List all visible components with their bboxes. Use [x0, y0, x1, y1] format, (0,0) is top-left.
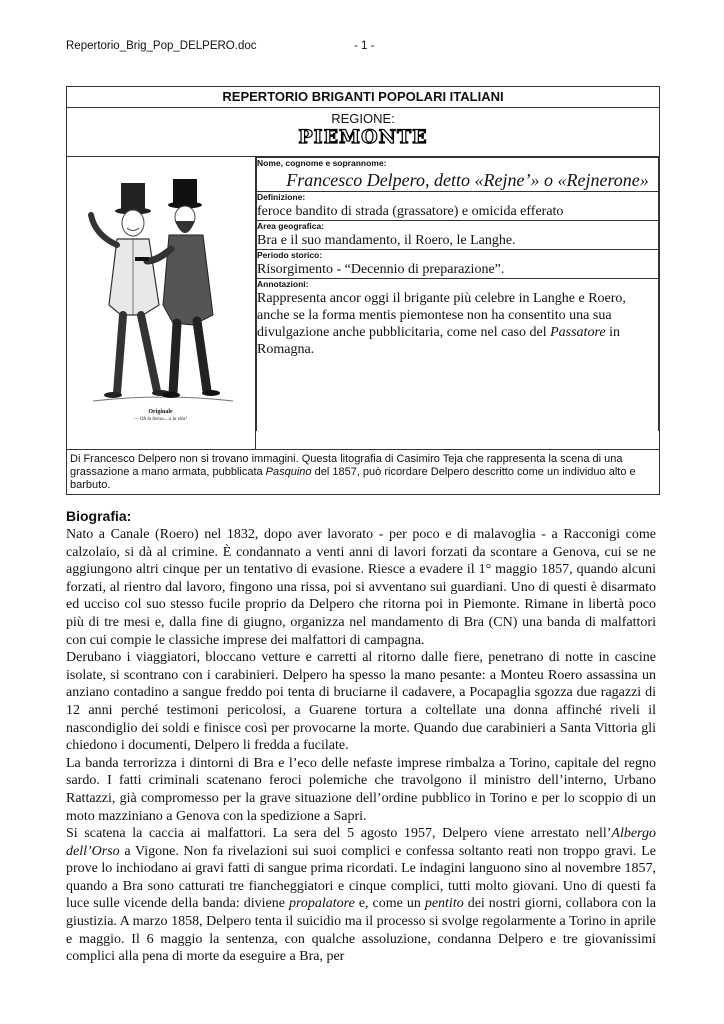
fields-cell [256, 157, 660, 450]
field-name [257, 158, 659, 192]
region-cell [67, 108, 660, 157]
field-label: Annotazioni: [257, 279, 309, 289]
table-title: REPERTORIO BRIGANTI POPOLARI ITALIANI [67, 87, 660, 108]
field-value: Risorgimento - “Decennio di preparazione”. [257, 262, 505, 277]
biography-text [66, 526, 656, 966]
region-name: PIEMONTE [298, 126, 428, 148]
field-definition [257, 192, 659, 221]
document-filename: Repertorio_Brig_Pop_DELPERO.doc [66, 40, 257, 52]
repertorio-table [66, 86, 660, 495]
field-area [257, 221, 659, 250]
page-header [66, 40, 375, 52]
lithograph-caption-text: — Oh la borsa... o la vita! [134, 417, 187, 422]
brigand-name: Francesco Delpero, detto «Rejne’» o «Rejnerone» [286, 170, 649, 190]
field-value: feroce bandito di strada (grassatore) e omicida efferato [257, 204, 564, 219]
fields-table [256, 157, 659, 431]
image-caption: Di Francesco Delpero non si trovano immagini. Questa litografia di Casimiro Teja che rappresenta la scena di una grassazione a mano armata, pubblicata Pasquino del 1857, può ricordare Delpero descritto come un individuo alto e barbuto. [67, 450, 660, 495]
biography-section [66, 508, 656, 966]
lithograph-illustration [73, 165, 248, 435]
page-number: - 1 - [354, 40, 375, 52]
field-label: Nome, cognome e soprannome: [257, 158, 387, 168]
annotations-text: Rappresenta ancor oggi il brigante più celebre in Langhe e Roero, anche se la forma mentis piemontese non ha consentito una sua divulgazione anche pubblicitaria, come nel caso del Passatore in Romagna. [257, 291, 626, 357]
biography-paragraph: La banda terrorizza i dintorni di Bra e l’eco delle nefaste imprese rimbalza a Torino, capitale del regno sardo. I fatti criminali scatenano feroci polemiche che travolgono il ministro dell’interno, Urbano Rattazzi, già compromesso per la grave situazione dell’ordine pubblico in Torino e per lo scoppio di un moto mazziniano a Genova con la spedizione a Sapri. [66, 755, 656, 824]
field-label: Definizione: [257, 192, 306, 202]
field-label: Periodo storico: [257, 250, 323, 260]
field-label: Area geografica: [257, 221, 325, 231]
lithograph-image [73, 165, 248, 435]
lithograph-cell [67, 157, 256, 450]
biography-title: Biografia: [66, 508, 132, 524]
field-period [257, 250, 659, 279]
field-annotations [257, 279, 659, 432]
biography-paragraph: Derubano i viaggiatori, bloccano vetture e carretti al ritorno dalle fiere, penetrano di notte in cascine isolate, si scontrano con i carabinieri. Delpero ha spesso la mano pesante: a Monteu Roero assassina un anziano contadino a sangue freddo poi tenta di bruciarne il cadavere, a Pocapaglia sgozza due ragazzi di 12 anni perché testimoni pericolosi, a Guarene tortura a coltellate una donna affinché riveli il nascondiglio dei soldi e finisce così per provocarne la morte. Quando due carabinieri a Santa Vittoria gli chiedono i documenti, Delpero li fredda a fucilate. [66, 650, 656, 754]
biography-paragraph: Nato a Canale (Roero) nel 1832, dopo aver lavorato - per poco e di malavoglia - a Racconigi come calzolaio, si dà al crimine. È condannato a venti anni di lavori forzati da scontare a Genova, cui se ne aggiungono altri cinque per un tentativo di evasione. Riesce a evadere il 1° maggio 1857, quando alcuni forzati, al rientro dal lavoro, fingono una rissa, poi si avventano sui guardiani. Uno di questi è disarmato ed ucciso col suo stesso fucile proprio da Delpero che ritorna poi in Piemonte. Rimane in libertà poco più di tre mesi e, dalla fine di giugno, organizza nel mandamento di Bra (CN) una banda di malfattori con cui compie le classiche imprese dei malfattori di campagna. [66, 527, 656, 648]
biography-paragraph: Si scatena la caccia ai malfattori. La sera del 5 agosto 1957, Delpero viene arrestato nell’Albergo dell’Orso a Vigone. Non fa rivelazioni sui suoi complici e confessa soltanto reati non troppo gravi. Le prove lo inchiodano ai gravi fatti di sangue prima ricordati. Le indagini languono sino al novembre 1857, quando a Bra sono catturati tre fiancheggiatori e cinque complici, tutti molto giovani. Uno di questi fa luce sulle vicende della banda: diviene propalatore e, come un pentito dei nostri giorni, collabora con la giustizia. A marzo 1858, Delpero tenta il suicidio ma il processo si svolge regolarmente a Torino in aprile e maggio. Il 6 maggio la sentenza, con qualche assoluzione, condanna Delpero e tre giovanissimi complici alla pena di morte da eseguire a Bra, per [66, 826, 656, 965]
lithograph-caption-title: Originale [148, 409, 173, 415]
region-label: REGIONE: [331, 111, 395, 126]
field-value: Bra e il suo mandamento, il Roero, le Langhe. [257, 233, 516, 248]
